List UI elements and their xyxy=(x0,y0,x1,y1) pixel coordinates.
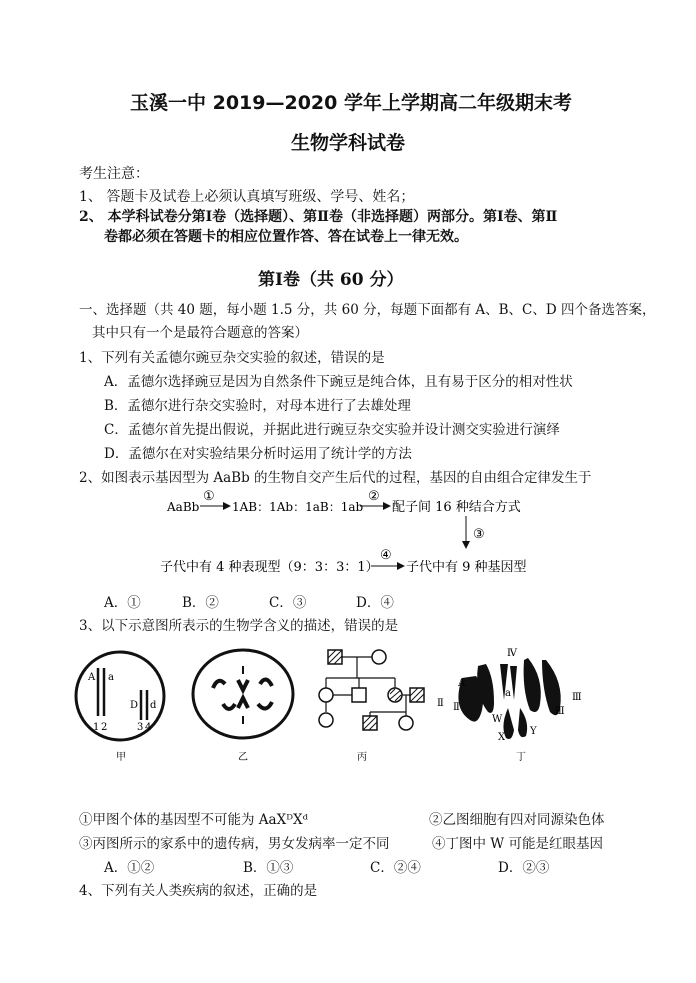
ding-label-X: X xyxy=(498,732,506,743)
ding-label-W: W xyxy=(492,714,503,725)
flow-genotypes: 子代中有 9 种基因型 xyxy=(406,560,527,575)
section-intro-2: 其中只有一个是最符合题意的答案） xyxy=(92,325,308,341)
q3-option-b: B．①③ xyxy=(243,860,294,876)
q2-option-a: A．① xyxy=(104,595,141,611)
jia-label-A: A xyxy=(88,672,96,683)
jia-label-D: D xyxy=(130,700,139,711)
jia-caption: 甲 xyxy=(116,752,126,763)
figure-jia xyxy=(76,652,164,763)
q3-option-d: D．②③ xyxy=(498,860,550,876)
q3-stem: 3、以下示意图所表示的生物学含义的描述，错误的是 xyxy=(79,618,399,634)
ding-label-II-left: Ⅱ xyxy=(437,698,444,709)
flow-step-3: ③ xyxy=(473,527,485,542)
figure-bing xyxy=(319,650,424,763)
section-intro-1: 一、选择题（共 40 题，每小题 1.5 分，共 60 分，每题下面都有 A、B、C、D 四个备选答案， xyxy=(79,302,656,318)
ding-label-IV: Ⅳ xyxy=(507,648,517,659)
ding-label-a: a xyxy=(505,688,511,699)
jia-label-2: 2 xyxy=(101,722,108,733)
jia-label-a: a xyxy=(108,672,114,683)
q3-figures xyxy=(60,638,620,788)
figure-ding xyxy=(437,648,582,763)
q4-stem: 4、下列有关人类疾病的叙述，正确的是 xyxy=(79,883,318,899)
q2-option-b: B．② xyxy=(182,595,219,611)
bing-caption: 丙 xyxy=(357,752,367,763)
flow-phenotypes: 子代中有 4 种表现型（9：3：3：1） xyxy=(160,560,379,575)
q1-option-b: B．孟德尔进行杂交实验时，对母本进行了去雄处理 xyxy=(104,398,411,414)
ding-label-III-right: Ⅲ xyxy=(572,692,582,703)
q1-option-a: A．孟德尔选择豌豆是因为自然条件下豌豆是纯合体，且有易于区分的相对性状 xyxy=(104,374,573,390)
flow-step-1: ① xyxy=(203,489,215,504)
ding-label-II: Ⅱ xyxy=(453,702,460,713)
flow-combos: 配子间 16 种结合方式 xyxy=(392,500,521,515)
flow-start: AaBb xyxy=(167,500,200,514)
jia-label-1: 1 xyxy=(93,722,100,733)
ding-caption: 丁 xyxy=(516,752,526,763)
q3-statement-3: ③丙图所示的家系中的遗传病，男女发病率一定不同 xyxy=(79,836,390,852)
q1-stem: 1、下列有关孟德尔豌豆杂交实验的叙述，错误的是 xyxy=(79,350,385,366)
q2-flow-diagram xyxy=(0,486,696,582)
yi-caption: 乙 xyxy=(238,752,248,763)
q3-statement-1: ①甲图个体的基因型不可能为 AaXᴰXᵈ xyxy=(79,812,309,828)
q1-option-c: C．孟德尔首先提出假说，并据此进行豌豆杂交实验并设计测交实验进行演绎 xyxy=(104,422,560,438)
q2-option-c: C．③ xyxy=(269,595,307,611)
section-title: 第Ⅰ卷（共 60 分） xyxy=(258,270,404,290)
figure-yi xyxy=(193,650,293,763)
ding-label-III: Ⅲ xyxy=(555,706,565,717)
q3-option-c: C．②④ xyxy=(370,860,421,876)
jia-label-4: 4 xyxy=(145,722,152,733)
q2-option-d: D．④ xyxy=(356,595,394,611)
jia-label-d: d xyxy=(150,700,157,711)
flow-step-4: ④ xyxy=(380,548,392,563)
flow-gametes: 1AB：1Ab：1aB：1ab xyxy=(232,500,364,514)
notice-item-2: 2、 本学科试卷分第Ⅰ卷（选择题）、第Ⅱ卷（非选择题）两部分。第Ⅰ卷、第Ⅱ xyxy=(79,209,558,225)
ding-label-A: A xyxy=(458,678,466,689)
jia-label-3: 3 xyxy=(137,722,144,733)
flow-step-2: ② xyxy=(368,489,380,504)
notice-item-1: 1、 答题卡及试卷上必须认真填写班级、学号、姓名； xyxy=(79,189,415,205)
q3-option-a: A．①② xyxy=(104,860,155,876)
q1-option-d: D．孟德尔在对实验结果分析时运用了统计学的方法 xyxy=(104,446,412,462)
q3-statement-4: ④丁图中 W 可能是红眼基因 xyxy=(432,836,603,852)
q2-stem: 2、如图表示基因型为 AaBb 的生物自交产生后代的过程，基因的自由组合定律发生于 xyxy=(79,470,592,486)
page-subtitle: 生物学科试卷 xyxy=(291,132,406,154)
q3-statement-2: ②乙图细胞有四对同源染色体 xyxy=(429,812,605,828)
notice-item-2-cont: 卷都必须在答题卡的相应位置作答、答在试卷上一律无效。 xyxy=(104,229,468,245)
page-title: 玉溪一中 2019—2020 学年上学期高二年级期末考 xyxy=(130,92,572,114)
notice-heading: 考生注意： xyxy=(79,166,149,182)
ding-label-Y: Y xyxy=(530,726,537,737)
